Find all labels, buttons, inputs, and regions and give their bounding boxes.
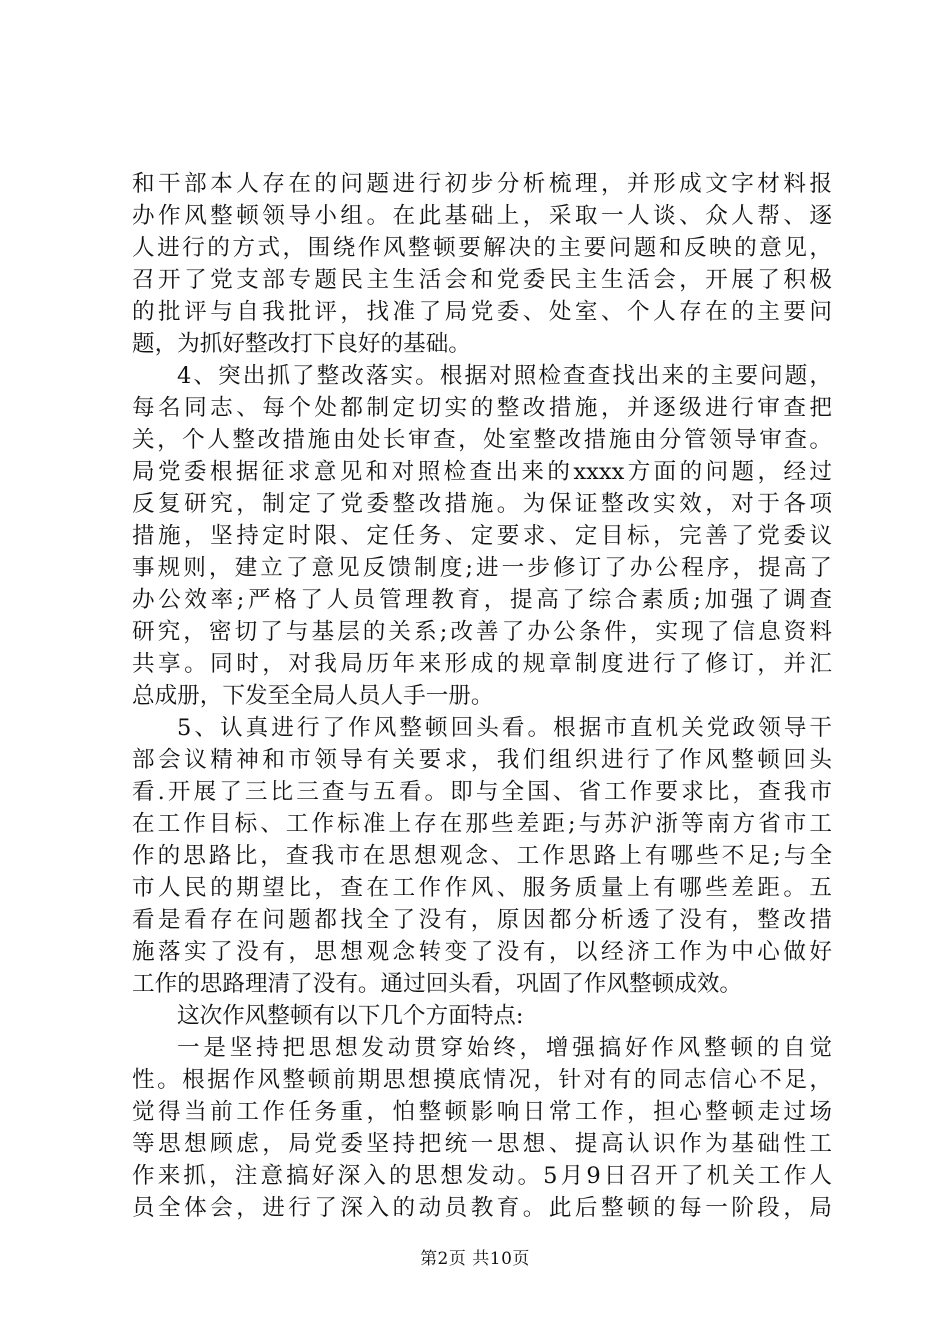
text-line: 作的思路比，查我市在思想观念、工作思路上有哪些不足;与全: [132, 843, 832, 869]
text-line: 办作风整顿领导小组。在此基础上，采取一人谈、众人帮、逐: [132, 203, 832, 229]
text-line: 措施，坚持定时限、定任务、定要求、定目标，完善了党委议: [132, 523, 832, 549]
text-line: 共享。同时，对我局历年来形成的规章制度进行了修订，并汇: [132, 651, 832, 677]
text-line: 的批评与自我批评，找准了局党委、处室、个人存在的主要问: [132, 299, 832, 325]
text-line: 市人民的期望比，查在工作作风、服务质量上有哪些差距。五: [132, 875, 832, 901]
text-line: 局党委根据征求意见和对照检查出来的xxxx方面的问题，经过: [132, 459, 832, 485]
text-line: 和干部本人存在的问题进行初步分析梳理，并形成文字材料报: [132, 171, 832, 197]
text-line: 等思想顾虑，局党委坚持把统一思想、提高认识作为基础性工: [132, 1131, 832, 1157]
text-line: 4、突出抓了整改落实。根据对照检查查找出来的主要问题，: [177, 363, 832, 389]
text-line: 施落实了没有，思想观念转变了没有，以经济工作为中心做好: [132, 939, 832, 965]
text-line: 题，为抓好整改打下良好的基础。: [132, 331, 471, 357]
text-line: 总成册，下发至全局人员人手一册。: [132, 683, 494, 709]
text-line: 工作的思路理清了没有。通过回头看，巩固了作风整顿成效。: [132, 971, 743, 997]
text-line: 性。根据作风整顿前期思想摸底情况，针对有的同志信心不足，: [132, 1067, 832, 1093]
text-line: 员全体会，进行了深入的动员教育。此后整顿的每一阶段，局: [132, 1195, 832, 1221]
text-line: 反复研究，制定了党委整改措施。为保证整改实效，对于各项: [132, 491, 832, 517]
text-line: 5、认真进行了作风整顿回头看。根据市直机关党政领导干: [177, 715, 832, 741]
text-line: 人进行的方式，围绕作风整顿要解决的主要问题和反映的意见，: [132, 235, 832, 261]
text-line: 作来抓，注意搞好深入的思想发动。5月9日召开了机关工作人: [132, 1163, 832, 1189]
text-line: 办公效率;严格了人员管理教育，提高了综合素质;加强了调查: [132, 587, 832, 613]
text-line: 一是坚持把思想发动贯穿始终，增强搞好作风整顿的自觉: [177, 1035, 832, 1061]
text-line: 看.开展了三比三查与五看。即与全国、省工作要求比，查我市: [132, 779, 832, 805]
text-line: 每名同志、每个处都制定切实的整改措施，并逐级进行审查把: [132, 395, 832, 421]
page-footer: 第2页 共10页: [420, 1249, 530, 1269]
text-line: 召开了党支部专题民主生活会和党委民主生活会，开展了积极: [132, 267, 832, 293]
text-line: 看是看存在问题都找全了没有，原因都分析透了没有，整改措: [132, 907, 832, 933]
document-body: [132, 168, 832, 1224]
text-line: 研究，密切了与基层的关系;改善了办公条件，实现了信息资料: [132, 619, 832, 645]
text-line: 部会议精神和市领导有关要求，我们组织进行了作风整顿回头: [132, 747, 832, 773]
text-line: 这次作风整顿有以下几个方面特点:: [177, 1003, 524, 1029]
text-line: 关，个人整改措施由处长审查，处室整改措施由分管领导审查。: [132, 427, 832, 453]
text-line: 觉得当前工作任务重，怕整顿影响日常工作，担心整顿走过场: [132, 1099, 832, 1125]
text-line: 事规则，建立了意见反馈制度;进一步修订了办公程序，提高了: [132, 555, 832, 581]
text-line: 在工作目标、工作标准上存在那些差距;与苏沪浙等南方省市工: [132, 811, 832, 837]
